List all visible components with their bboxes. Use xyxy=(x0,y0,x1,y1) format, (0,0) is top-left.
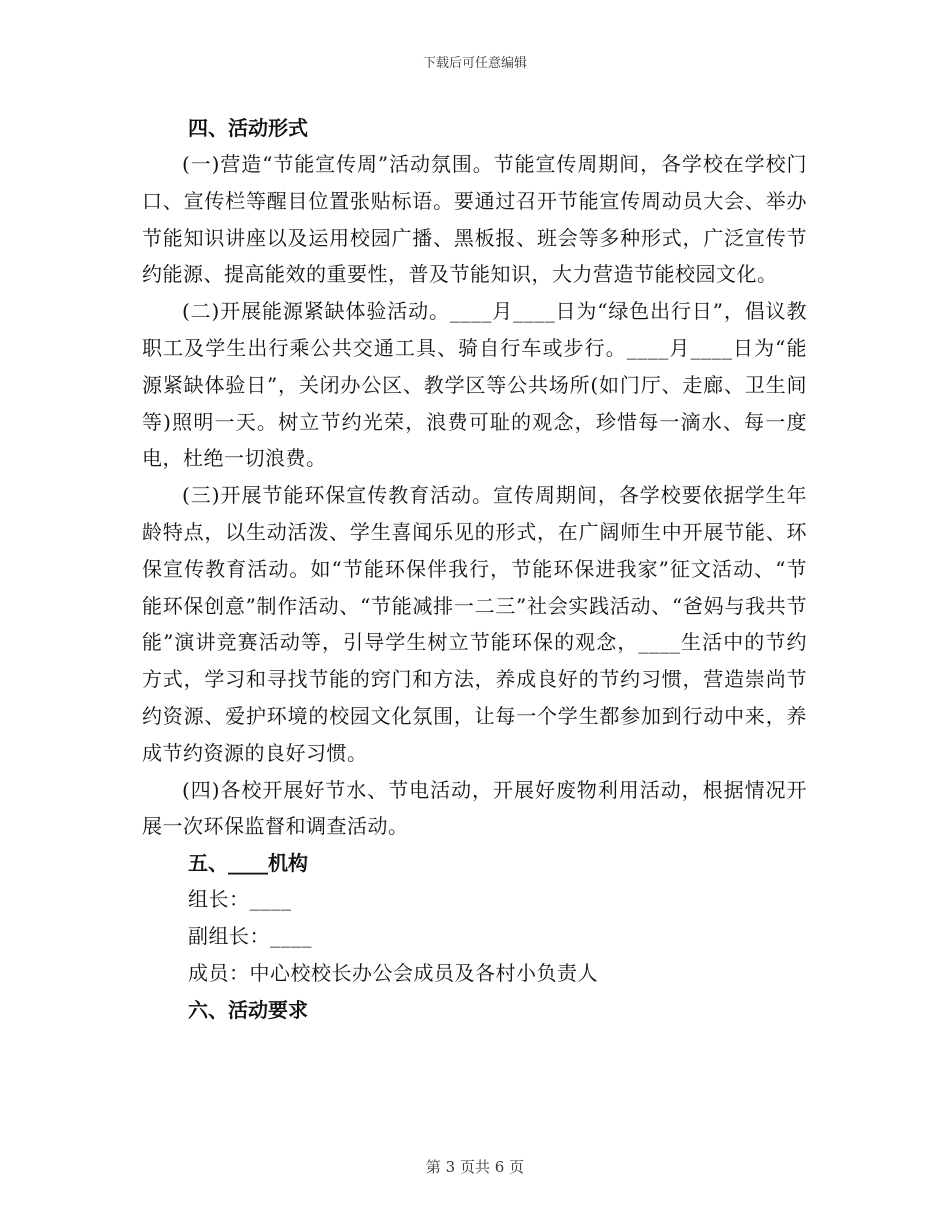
paragraph-1: (一)营造“节能宣传周”活动氛围。节能宣传周期间，各学校在学校门口、宣传栏等醒目位置张贴标语。要通过召开节能宣传周动员大会、举办节能知识讲座以及运用校园广播、黑板报、班会等多种形式，广泛宣传节约能源、提高能效的重要性，普及节能知识，大力营造节能校园文化。 xyxy=(142,152,807,287)
paragraph-3: (三)开展节能环保宣传教育活动。宣传周期间，各学校要依据学生年龄特点，以生动活泼、学生喜闻乐见的形式，在广阔师生中开展节能、环保宣传教育活动。如“节能环保伴我行，节能环保进我家”征文活动、“节能环保创意”制作活动、“节能减排一二三”社会实践活动、“爸妈与我共节能”演讲竞赛活动等，引导学生树立节能环保的观念，____生活中的节约方式，学习和寻找节能的窍门和方法，养成良好的节约习惯，营造崇尚节约资源、爱护环境的校园文化氛围，让每一个学生都参加到行动中来，养成节约资源的良好习惯。 xyxy=(142,483,807,765)
section-heading-requirements: 六、活动要求 xyxy=(188,998,308,1023)
document-body xyxy=(142,110,807,1028)
section-heading-organization: 五、____机构 xyxy=(188,851,308,876)
page-header: 下载后可任意编辑 xyxy=(422,56,527,71)
group-leader-line: 组长：____ xyxy=(188,887,292,912)
paragraph-4: (四)各校开展好节水、节电活动，开展好废物利用活动，根据情况开展一次环保监督和调查活动。 xyxy=(142,777,807,839)
paragraph-2: (二)开展能源紧缺体验活动。____月____日为“绿色出行日”，倡议教职工及学生出行乘公共交通工具、骑自行车或步行。____月____日为“能源紧缺体验日”，关闭办公区、教学区等公共场所(如门厅、走廊、卫生间等)照明一天。树立节约光荣，浪费可耻的观念，珍惜每一滴水、每一度电，杜绝一切浪费。 xyxy=(142,299,807,471)
page-footer: 第 3 页共 6 页 xyxy=(425,1158,525,1176)
deputy-leader-line: 副组长：____ xyxy=(188,924,312,949)
section-heading-activity-form: 四、活动形式 xyxy=(188,116,308,140)
members-line: 成员：中心校校长办公会成员及各村小负责人 xyxy=(188,961,598,986)
